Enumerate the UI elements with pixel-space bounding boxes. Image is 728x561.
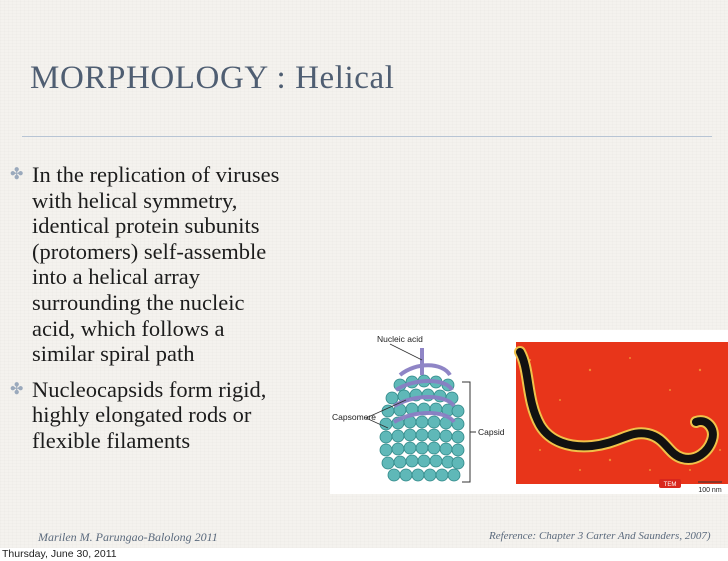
bullet-text: In the replication of viruses with helical symmetry, identical protein subunits (protomers) self-assemble into a helical array surrounding the nucleic acid, which follows a similar spiral path [32,162,280,367]
date-label: Thursday, June 30, 2011 [2,548,117,560]
helical-virus-figure [330,330,728,494]
slide-title: MORPHOLOGY : Helical [30,60,395,96]
bullet-item [10,377,330,454]
author-footer: Marilen M. Parungao-Balolong 2011 [38,530,218,544]
tem-badge-label: TEM [663,482,677,488]
reference-footer: Reference: Chapter 3 Carter And Saunders, 2007) [489,530,711,542]
capsid-label: Capsid [478,427,505,437]
fleuron-bullet-icon: ✤ [10,164,24,183]
capsomere-label: Capsomere [332,412,376,422]
scale-label: 100 nm [698,487,722,494]
tem-micrograph [516,342,728,494]
figure-panel [330,330,728,494]
fleuron-bullet-icon: ✤ [10,378,24,398]
bullet-text: Nucleocapsids form rigid, highly elongated rods or flexible filaments [32,376,267,453]
bullet-list [10,162,330,464]
nucleic-acid-label: Nucleic acid [377,334,423,344]
bullet-item [10,162,330,367]
title-divider [22,136,712,137]
helical-nucleocapsid-diagram [330,330,510,494]
